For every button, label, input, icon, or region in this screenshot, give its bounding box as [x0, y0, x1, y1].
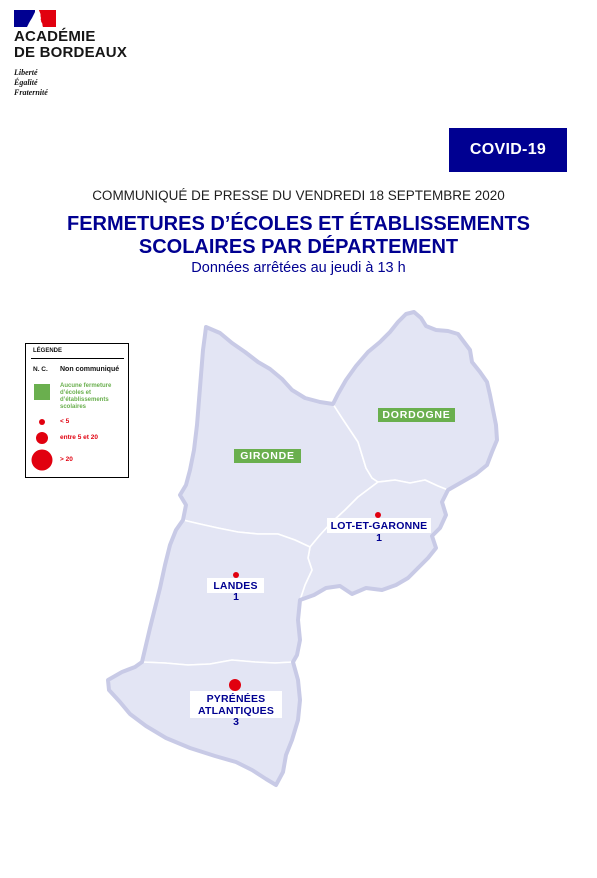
- legend-small-dot: [39, 419, 45, 425]
- legend-medium-label: entre 5 et 20: [60, 434, 98, 441]
- closure-count-landes: 1: [233, 591, 239, 603]
- label-pyrenees-atlantiques: PYRÉNÉES ATLANTIQUES: [190, 691, 282, 718]
- motto-liberte: Liberté: [14, 68, 38, 77]
- closure-count-pyrenees-atlantiques: 3: [233, 716, 239, 728]
- legend-large-dot: [32, 450, 53, 471]
- department-pyrenees-atlantiques: [108, 660, 300, 785]
- press-release-date: COMMUNIQUÉ DE PRESSE DU VENDREDI 18 SEPTEMBRE 2020: [92, 188, 505, 203]
- legend-title: LÉGENDE: [33, 348, 63, 354]
- legend-rule: [31, 358, 124, 359]
- legend-small-label: < 5: [60, 418, 70, 425]
- legend-nc-label: Non communiqué: [60, 366, 120, 373]
- legend-green-square: [34, 384, 50, 400]
- closure-count-lot-et-garonne: 1: [376, 532, 382, 544]
- legend-nc-abbr: N. C.: [33, 366, 48, 373]
- motto-egalite: Égalité: [14, 78, 38, 87]
- motto: [14, 68, 48, 98]
- legend-medium-dot: [36, 432, 48, 444]
- label-landes: LANDES: [207, 578, 264, 593]
- legend-large-label: > 20: [60, 456, 73, 463]
- title-line-1: FERMETURES D’ÉCOLES ET ÉTABLISSEMENTS: [67, 213, 530, 235]
- legend-no-closure-label: Aucune fermeture d’écoles et d’établissements scolaires: [60, 383, 112, 410]
- closure-dot-pyrenees-atlantiques: [229, 679, 241, 691]
- logo-red-band: [39, 10, 56, 27]
- marianne-logo: [14, 10, 56, 27]
- institution-line-1: ACADÉMIE: [14, 28, 96, 45]
- label-lot-et-garonne: LOT-ET-GARONNE: [327, 518, 431, 533]
- institution-name: [14, 29, 127, 61]
- title-line-2: SCOLAIRES PAR DÉPARTEMENT: [138, 236, 459, 258]
- label-dordogne: DORDOGNE: [378, 408, 455, 422]
- label-gironde: GIRONDE: [234, 449, 301, 463]
- motto-fraternite: Fraternité: [14, 88, 48, 97]
- legend-box: [25, 343, 129, 478]
- covid-badge: COVID-19: [449, 128, 567, 172]
- data-cutoff-note: Données arrêtées au jeudi à 13 h: [191, 260, 406, 276]
- institution-line-2: DE BORDEAUX: [14, 44, 128, 61]
